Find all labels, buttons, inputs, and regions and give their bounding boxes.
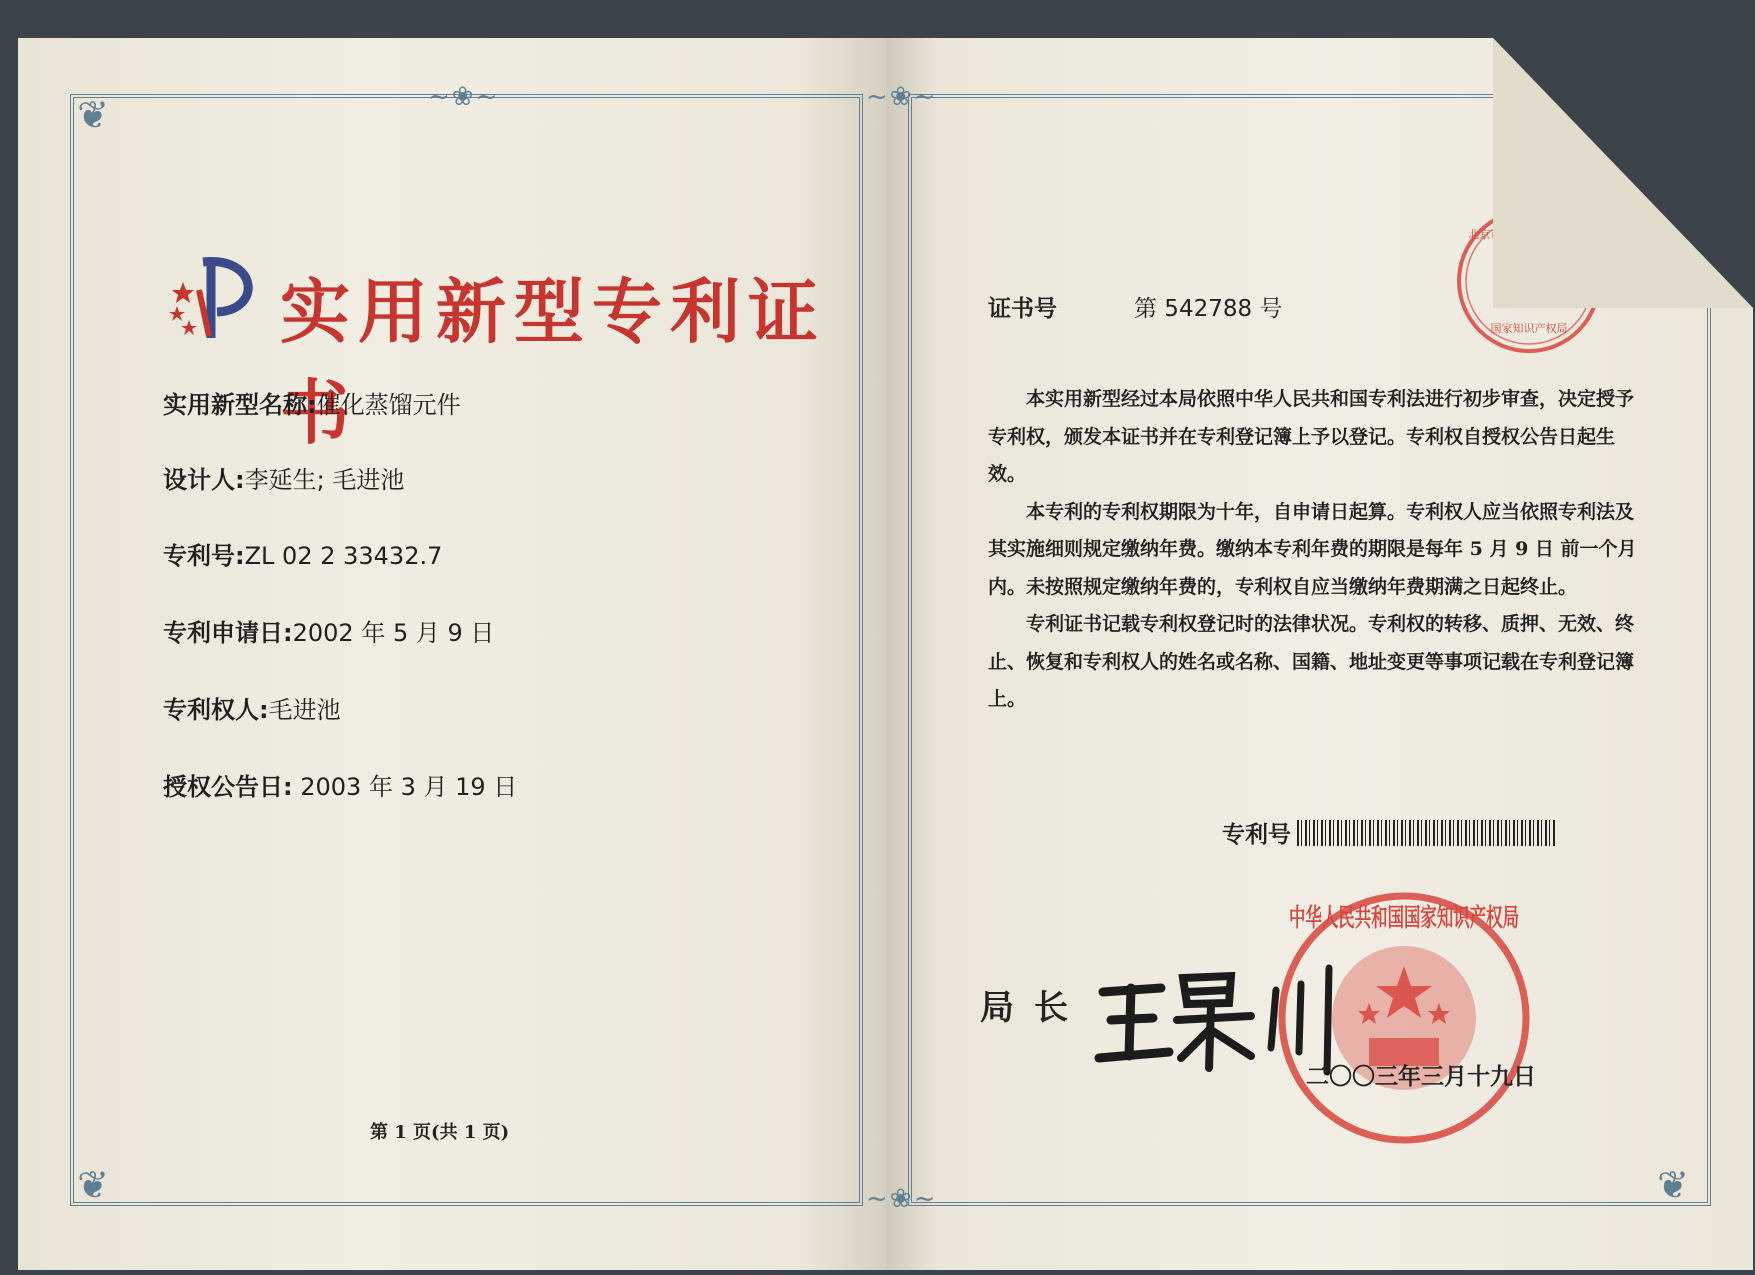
left-page <box>18 38 886 1270</box>
field-label: 专利权人: <box>163 696 269 724</box>
folded-corner-flap <box>1493 38 1753 308</box>
field-label: 设计人: <box>163 466 245 494</box>
seal-text: 国家知识产权局 <box>1490 322 1568 335</box>
corner-ornament-icon: ❦ <box>1657 1163 1689 1207</box>
field-grant-date <box>163 767 517 802</box>
barcode-row <box>1222 816 1557 849</box>
corner-ornament-icon: ❦ <box>1657 93 1689 137</box>
certificate-number <box>988 290 1283 323</box>
patent-logo-icon <box>163 240 273 350</box>
field-label: 专利申请日: <box>163 619 293 647</box>
seal-text: 北京市海淀区地方税务局 <box>1468 228 1590 241</box>
issue-date: 二〇〇三年三月十九日 <box>1306 1063 1536 1090</box>
right-page <box>866 38 1753 1270</box>
corner-ornament-icon: ❦ <box>77 1163 109 1207</box>
field-label: 实用新型名称: <box>163 391 317 419</box>
barcode-label: 专利号 <box>1222 822 1291 848</box>
body-paragraph: 本实用新型经过本局依照中华人民共和国专利法进行初步审查，决定授予专利权，颁发本证书并在专利登记簿上予以登记。专利权自授权公告日起生效。 <box>988 388 1635 485</box>
page-footer: 第 1 页(共 1 页) <box>370 1122 510 1143</box>
field-label: 授权公告日: <box>163 773 293 801</box>
field-patentee <box>163 690 341 725</box>
body-paragraph: 专利证书记载专利权登记时的法律状况。专利权的转移、质押、无效、终止、恢复和专利权人的姓名或名称、国籍、地址变更等事项记载在专利登记簿上。 <box>988 613 1635 710</box>
field-value: 李延生; 毛进池 <box>244 466 405 494</box>
cert-number-value: 第 542788 号 <box>1134 296 1283 322</box>
field-value: 2002 年 5 月 9 日 <box>292 619 495 647</box>
director-label: 局长 <box>980 988 1088 1028</box>
certificate-title: 实用新型专利证书 <box>280 270 826 454</box>
cert-number-label: 证书号 <box>988 296 1057 322</box>
seal-text: 中华人民共和国国家知识产权局 <box>1289 903 1519 932</box>
field-utility-model-name <box>163 385 461 420</box>
seal-text: 印花税 <box>1509 267 1549 282</box>
body-paragraph: 本专利的专利权期限为十年，自申请日起算。专利权人应当依照专利法及其实施细则规定缴纳年费。缴纳本专利年费的期限是每年 5 月 9 日 前一个月内。未按照规定缴纳年费的，专利权自应当缴纳年费期满之日起终止。 <box>988 500 1637 598</box>
barcode <box>1297 820 1557 846</box>
field-value: 催化蒸馏元件 <box>316 391 461 419</box>
certificate-document <box>18 38 1753 1270</box>
field-value: 毛进池 <box>268 696 341 724</box>
field-patent-number <box>163 536 442 571</box>
certificate-body <box>988 381 1638 719</box>
field-value: ZL 02 2 33432.7 <box>244 542 443 570</box>
ornament-icon: ~❀~ <box>428 82 500 112</box>
field-label: 专利号: <box>163 542 245 570</box>
seal-text: 代扣专用章 <box>1496 287 1562 302</box>
corner-ornament-icon: ❦ <box>77 93 109 137</box>
field-application-date <box>163 613 494 648</box>
field-value: 2003 年 3 月 19 日 <box>292 773 518 801</box>
field-designers <box>163 460 404 495</box>
ornament-icon: ~❀~ <box>866 1184 938 1214</box>
ornament-icon: ~❀~ <box>866 82 938 112</box>
